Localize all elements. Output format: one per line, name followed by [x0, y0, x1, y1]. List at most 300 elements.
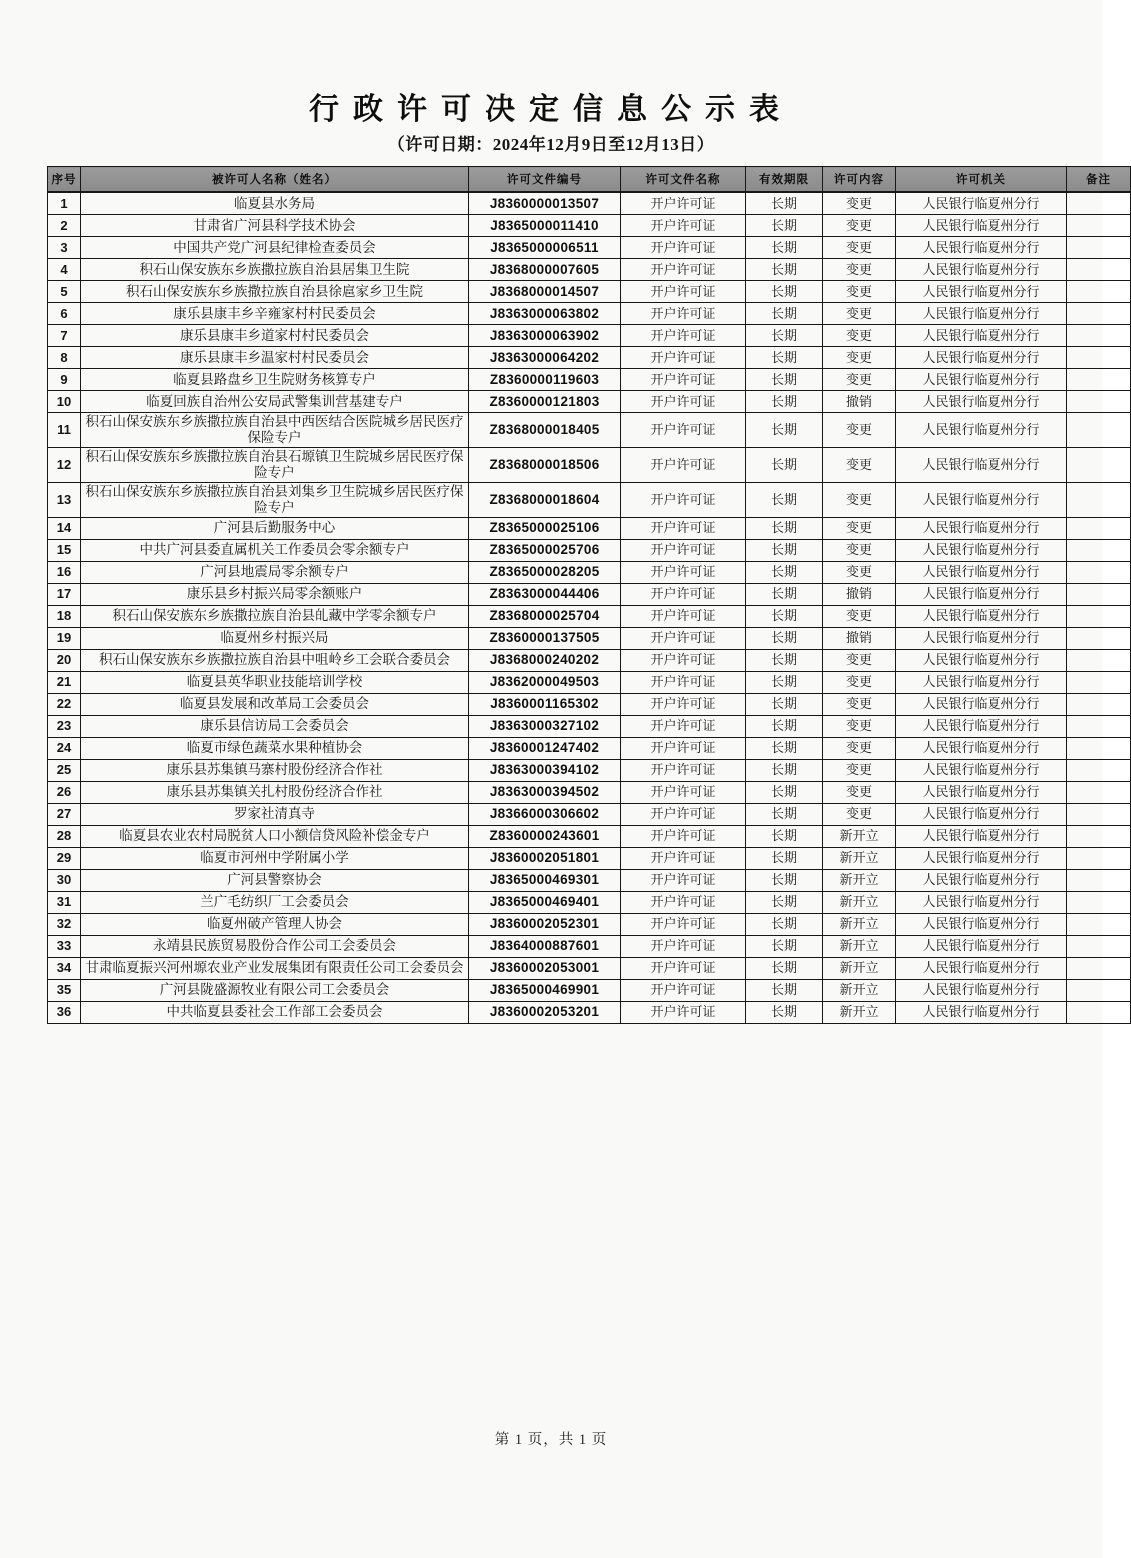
cell-remark: [1067, 693, 1131, 715]
cell-doc_no: Z8368000018604: [469, 482, 621, 517]
table-row: [48, 869, 1131, 891]
cell-no: 30: [48, 869, 81, 891]
table-row: [48, 1001, 1131, 1023]
cell-validity: 长期: [746, 259, 823, 281]
cell-doc_name: 开户许可证: [621, 847, 746, 869]
cell-content: 变更: [823, 215, 896, 237]
cell-name: 临夏县英华职业技能培训学校: [81, 671, 469, 693]
cell-remark: [1067, 605, 1131, 627]
page-title: 行政许可决定信息公示表: [309, 93, 793, 126]
cell-name: 临夏县发展和改革局工会委员会: [81, 693, 469, 715]
cell-doc_name: 开户许可证: [621, 979, 746, 1001]
cell-name: 康乐县乡村振兴局零余额账户: [81, 583, 469, 605]
cell-no: 14: [48, 517, 81, 539]
cell-doc_name: 开户许可证: [621, 303, 746, 325]
cell-validity: 长期: [746, 781, 823, 803]
cell-authority: 人民银行临夏州分行: [896, 715, 1067, 737]
cell-authority: 人民银行临夏州分行: [896, 539, 1067, 561]
cell-name: 临夏州乡村振兴局: [81, 627, 469, 649]
cell-no: 9: [48, 369, 81, 391]
cell-validity: 长期: [746, 847, 823, 869]
cell-validity: 长期: [746, 627, 823, 649]
table-row: [48, 561, 1131, 583]
cell-doc_name: 开户许可证: [621, 192, 746, 215]
cell-remark: [1067, 303, 1131, 325]
cell-no: 18: [48, 605, 81, 627]
cell-authority: 人民银行临夏州分行: [896, 325, 1067, 347]
cell-authority: 人民银行临夏州分行: [896, 413, 1067, 448]
table-row: [48, 693, 1131, 715]
table-row: [48, 891, 1131, 913]
cell-validity: 长期: [746, 517, 823, 539]
cell-authority: 人民银行临夏州分行: [896, 347, 1067, 369]
cell-doc_name: 开户许可证: [621, 215, 746, 237]
cell-validity: 长期: [746, 281, 823, 303]
cell-remark: [1067, 957, 1131, 979]
cell-doc_no: Z8360000243601: [469, 825, 621, 847]
cell-remark: [1067, 391, 1131, 413]
cell-name: 甘肃省广河县科学技术协会: [81, 215, 469, 237]
cell-authority: 人民银行临夏州分行: [896, 627, 1067, 649]
cell-doc_name: 开户许可证: [621, 737, 746, 759]
cell-content: 新开立: [823, 935, 896, 957]
cell-content: 变更: [823, 281, 896, 303]
cell-no: 10: [48, 391, 81, 413]
cell-doc_no: Z8368000025704: [469, 605, 621, 627]
cell-validity: 长期: [746, 369, 823, 391]
cell-doc_name: 开户许可证: [621, 281, 746, 303]
cell-validity: 长期: [746, 935, 823, 957]
cell-validity: 长期: [746, 913, 823, 935]
cell-content: 新开立: [823, 957, 896, 979]
cell-no: 22: [48, 693, 81, 715]
cell-authority: 人民银行临夏州分行: [896, 259, 1067, 281]
cell-doc_name: 开户许可证: [621, 447, 746, 482]
cell-content: 变更: [823, 737, 896, 759]
cell-validity: 长期: [746, 482, 823, 517]
cell-content: 变更: [823, 693, 896, 715]
cell-content: 变更: [823, 605, 896, 627]
cell-validity: 长期: [746, 583, 823, 605]
table-row: [48, 413, 1131, 448]
cell-doc_name: 开户许可证: [621, 869, 746, 891]
page-number: 第 1 页，共 1 页: [494, 1432, 608, 1448]
cell-doc_name: 开户许可证: [621, 759, 746, 781]
cell-content: 变更: [823, 482, 896, 517]
cell-authority: 人民银行临夏州分行: [896, 447, 1067, 482]
cell-remark: [1067, 869, 1131, 891]
cell-doc_no: J8360002053001: [469, 957, 621, 979]
cell-validity: 长期: [746, 869, 823, 891]
cell-remark: [1067, 913, 1131, 935]
cell-authority: 人民银行临夏州分行: [896, 1001, 1067, 1023]
table-row: [48, 303, 1131, 325]
cell-authority: 人民银行临夏州分行: [896, 913, 1067, 935]
cell-doc_no: J8365000006511: [469, 237, 621, 259]
cell-remark: [1067, 325, 1131, 347]
cell-name: 康乐县苏集镇马寨村股份经济合作社: [81, 759, 469, 781]
cell-authority: 人民银行临夏州分行: [896, 693, 1067, 715]
table-row: [48, 347, 1131, 369]
cell-no: 27: [48, 803, 81, 825]
cell-name: 临夏县水务局: [81, 192, 469, 215]
cell-doc_name: 开户许可证: [621, 935, 746, 957]
cell-validity: 长期: [746, 671, 823, 693]
cell-name: 广河县地震局零余额专户: [81, 561, 469, 583]
header-no: 序号: [48, 167, 81, 193]
table-row: [48, 715, 1131, 737]
header-content: 许可内容: [823, 167, 896, 193]
cell-remark: [1067, 891, 1131, 913]
cell-remark: [1067, 759, 1131, 781]
cell-content: 新开立: [823, 847, 896, 869]
cell-validity: 长期: [746, 605, 823, 627]
table-row: [48, 649, 1131, 671]
cell-doc_no: J8360002053201: [469, 1001, 621, 1023]
cell-content: 变更: [823, 347, 896, 369]
cell-name: 广河县后勤服务中心: [81, 517, 469, 539]
cell-authority: 人民银行临夏州分行: [896, 891, 1067, 913]
cell-doc_name: 开户许可证: [621, 957, 746, 979]
cell-no: 19: [48, 627, 81, 649]
cell-content: 变更: [823, 517, 896, 539]
cell-no: 16: [48, 561, 81, 583]
cell-name: 积石山保安族东乡族撒拉族自治县中咀岭乡工会联合委员会: [81, 649, 469, 671]
table-row: [48, 237, 1131, 259]
cell-authority: 人民银行临夏州分行: [896, 605, 1067, 627]
table-row: [48, 325, 1131, 347]
cell-no: 29: [48, 847, 81, 869]
cell-name: 积石山保安族东乡族撒拉族自治县石塬镇卫生院城乡居民医疗保险专户: [81, 447, 469, 482]
cell-no: 5: [48, 281, 81, 303]
page-subtitle: （许可日期：2024年12月9日至12月13日）: [387, 135, 715, 154]
cell-authority: 人民银行临夏州分行: [896, 979, 1067, 1001]
cell-remark: [1067, 259, 1131, 281]
cell-name: 临夏州破产管理人协会: [81, 913, 469, 935]
cell-validity: 长期: [746, 737, 823, 759]
cell-name: 康乐县康丰乡道家村村民委员会: [81, 325, 469, 347]
cell-doc_name: 开户许可证: [621, 891, 746, 913]
cell-remark: [1067, 935, 1131, 957]
table-row: [48, 539, 1131, 561]
header-doc_name: 许可文件名称: [621, 167, 746, 193]
cell-remark: [1067, 413, 1131, 448]
table-row: [48, 935, 1131, 957]
cell-no: 13: [48, 482, 81, 517]
cell-doc_no: J8360001165302: [469, 693, 621, 715]
cell-authority: 人民银行临夏州分行: [896, 517, 1067, 539]
cell-authority: 人民银行临夏州分行: [896, 281, 1067, 303]
cell-doc_no: J8368000014507: [469, 281, 621, 303]
cell-name: 临夏县农业农村局脱贫人口小额信贷风险补偿金专户: [81, 825, 469, 847]
cell-doc_name: 开户许可证: [621, 693, 746, 715]
cell-name: 中国共产党广河县纪律检查委员会: [81, 237, 469, 259]
cell-authority: 人民银行临夏州分行: [896, 482, 1067, 517]
cell-validity: 长期: [746, 803, 823, 825]
cell-content: 新开立: [823, 1001, 896, 1023]
cell-remark: [1067, 561, 1131, 583]
cell-name: 临夏回族自治州公安局武警集训营基建专户: [81, 391, 469, 413]
cell-doc_no: Z8365000025106: [469, 517, 621, 539]
cell-content: 变更: [823, 561, 896, 583]
cell-doc_name: 开户许可证: [621, 825, 746, 847]
cell-validity: 长期: [746, 561, 823, 583]
cell-remark: [1067, 281, 1131, 303]
cell-remark: [1067, 671, 1131, 693]
cell-no: 17: [48, 583, 81, 605]
cell-validity: 长期: [746, 1001, 823, 1023]
cell-doc_no: J8365000469901: [469, 979, 621, 1001]
cell-doc_name: 开户许可证: [621, 671, 746, 693]
cell-doc_name: 开户许可证: [621, 1001, 746, 1023]
cell-remark: [1067, 715, 1131, 737]
cell-no: 20: [48, 649, 81, 671]
header-doc_no: 许可文件编号: [469, 167, 621, 193]
cell-no: 21: [48, 671, 81, 693]
cell-no: 1: [48, 192, 81, 215]
cell-authority: 人民银行临夏州分行: [896, 957, 1067, 979]
cell-authority: 人民银行临夏州分行: [896, 303, 1067, 325]
cell-doc_no: Z8363000044406: [469, 583, 621, 605]
cell-authority: 人民银行临夏州分行: [896, 391, 1067, 413]
cell-validity: 长期: [746, 413, 823, 448]
cell-no: 25: [48, 759, 81, 781]
cell-validity: 长期: [746, 715, 823, 737]
table-row: [48, 583, 1131, 605]
table-row: [48, 825, 1131, 847]
cell-no: 2: [48, 215, 81, 237]
cell-content: 变更: [823, 259, 896, 281]
cell-remark: [1067, 737, 1131, 759]
table-row: [48, 517, 1131, 539]
table-row: [48, 803, 1131, 825]
cell-validity: 长期: [746, 237, 823, 259]
cell-no: 15: [48, 539, 81, 561]
cell-doc_name: 开户许可证: [621, 605, 746, 627]
cell-validity: 长期: [746, 325, 823, 347]
cell-doc_no: J8363000394102: [469, 759, 621, 781]
cell-doc_no: J8360002052301: [469, 913, 621, 935]
cell-content: 变更: [823, 447, 896, 482]
cell-no: 24: [48, 737, 81, 759]
cell-validity: 长期: [746, 447, 823, 482]
cell-content: 变更: [823, 369, 896, 391]
table-row: [48, 957, 1131, 979]
cell-authority: 人民银行临夏州分行: [896, 737, 1067, 759]
cell-doc_name: 开户许可证: [621, 913, 746, 935]
cell-name: 康乐县康丰乡辛雍家村村民委员会: [81, 303, 469, 325]
cell-no: 28: [48, 825, 81, 847]
cell-name: 临夏市绿色蔬菜水果种植协会: [81, 737, 469, 759]
table-row: [48, 369, 1131, 391]
cell-doc_no: J8364000887601: [469, 935, 621, 957]
cell-remark: [1067, 447, 1131, 482]
cell-validity: 长期: [746, 215, 823, 237]
header-remark: 备注: [1067, 167, 1131, 193]
cell-name: 甘肃临夏振兴河州塬农业产业发展集团有限责任公司工会委员会: [81, 957, 469, 979]
cell-content: 变更: [823, 192, 896, 215]
cell-doc_name: 开户许可证: [621, 803, 746, 825]
table-row: [48, 391, 1131, 413]
cell-authority: 人民银行临夏州分行: [896, 803, 1067, 825]
cell-doc_name: 开户许可证: [621, 517, 746, 539]
cell-content: 变更: [823, 671, 896, 693]
cell-content: 新开立: [823, 825, 896, 847]
cell-authority: 人民银行临夏州分行: [896, 369, 1067, 391]
cell-content: 变更: [823, 803, 896, 825]
cell-validity: 长期: [746, 957, 823, 979]
cell-no: 34: [48, 957, 81, 979]
cell-doc_no: J8363000064202: [469, 347, 621, 369]
cell-authority: 人民银行临夏州分行: [896, 825, 1067, 847]
cell-doc_name: 开户许可证: [621, 325, 746, 347]
cell-doc_no: J8365000011410: [469, 215, 621, 237]
cell-remark: [1067, 369, 1131, 391]
header-name: 被许可人名称（姓名）: [81, 167, 469, 193]
cell-authority: 人民银行临夏州分行: [896, 671, 1067, 693]
cell-doc_no: J8365000469301: [469, 869, 621, 891]
cell-content: 新开立: [823, 913, 896, 935]
cell-doc_name: 开户许可证: [621, 347, 746, 369]
cell-remark: [1067, 979, 1131, 1001]
cell-name: 康乐县苏集镇关扎村股份经济合作社: [81, 781, 469, 803]
cell-doc_no: Z8365000025706: [469, 539, 621, 561]
cell-no: 32: [48, 913, 81, 935]
cell-validity: 长期: [746, 979, 823, 1001]
cell-name: 康乐县康丰乡温家村村民委员会: [81, 347, 469, 369]
cell-authority: 人民银行临夏州分行: [896, 561, 1067, 583]
cell-no: 12: [48, 447, 81, 482]
cell-doc_name: 开户许可证: [621, 539, 746, 561]
cell-doc_name: 开户许可证: [621, 715, 746, 737]
header-validity: 有效期限: [746, 167, 823, 193]
cell-no: 11: [48, 413, 81, 448]
cell-no: 4: [48, 259, 81, 281]
cell-name: 积石山保安族东乡族撒拉族自治县居集卫生院: [81, 259, 469, 281]
table-row: [48, 215, 1131, 237]
cell-name: 永靖县民族贸易股份合作公司工会委员会: [81, 935, 469, 957]
cell-doc_name: 开户许可证: [621, 369, 746, 391]
cell-no: 31: [48, 891, 81, 913]
cell-doc_no: J8365000469401: [469, 891, 621, 913]
cell-doc_name: 开户许可证: [621, 259, 746, 281]
cell-authority: 人民银行临夏州分行: [896, 215, 1067, 237]
cell-authority: 人民银行临夏州分行: [896, 869, 1067, 891]
cell-no: 23: [48, 715, 81, 737]
cell-name: 罗家社清真寺: [81, 803, 469, 825]
cell-content: 变更: [823, 715, 896, 737]
cell-content: 变更: [823, 325, 896, 347]
cell-no: 6: [48, 303, 81, 325]
cell-content: 撤销: [823, 391, 896, 413]
cell-no: 3: [48, 237, 81, 259]
cell-content: 变更: [823, 781, 896, 803]
cell-remark: [1067, 627, 1131, 649]
cell-validity: 长期: [746, 825, 823, 847]
cell-content: 新开立: [823, 869, 896, 891]
cell-remark: [1067, 803, 1131, 825]
cell-name: 中共临夏县委社会工作部工会委员会: [81, 1001, 469, 1023]
cell-validity: 长期: [746, 759, 823, 781]
cell-name: 积石山保安族东乡族撒拉族自治县中西医结合医院城乡居民医疗保险专户: [81, 413, 469, 448]
cell-doc_name: 开户许可证: [621, 413, 746, 448]
cell-authority: 人民银行临夏州分行: [896, 192, 1067, 215]
table-row: [48, 671, 1131, 693]
cell-validity: 长期: [746, 693, 823, 715]
cell-doc_no: J8368000007605: [469, 259, 621, 281]
cell-remark: [1067, 482, 1131, 517]
cell-doc_no: J8363000063802: [469, 303, 621, 325]
cell-validity: 长期: [746, 391, 823, 413]
cell-doc_no: J8360001247402: [469, 737, 621, 759]
cell-name: 临夏市河州中学附属小学: [81, 847, 469, 869]
cell-remark: [1067, 237, 1131, 259]
cell-doc_no: J8362000049503: [469, 671, 621, 693]
cell-remark: [1067, 781, 1131, 803]
cell-doc_name: 开户许可证: [621, 781, 746, 803]
table-row: [48, 605, 1131, 627]
cell-authority: 人民银行临夏州分行: [896, 237, 1067, 259]
cell-authority: 人民银行临夏州分行: [896, 781, 1067, 803]
cell-validity: 长期: [746, 539, 823, 561]
table-body: [48, 192, 1131, 1023]
table-row: [48, 447, 1131, 482]
cell-doc_name: 开户许可证: [621, 482, 746, 517]
cell-name: 康乐县信访局工会委员会: [81, 715, 469, 737]
cell-doc_no: J8363000063902: [469, 325, 621, 347]
cell-content: 变更: [823, 649, 896, 671]
license-table: [47, 166, 1131, 1024]
cell-remark: [1067, 825, 1131, 847]
cell-authority: 人民银行临夏州分行: [896, 583, 1067, 605]
cell-remark: [1067, 517, 1131, 539]
cell-authority: 人民银行临夏州分行: [896, 847, 1067, 869]
cell-doc_name: 开户许可证: [621, 391, 746, 413]
cell-name: 广河县陇盛源牧业有限公司工会委员会: [81, 979, 469, 1001]
cell-doc_no: Z8360000121803: [469, 391, 621, 413]
cell-name: 兰广毛纺织厂工会委员会: [81, 891, 469, 913]
cell-doc_no: J8368000240202: [469, 649, 621, 671]
cell-content: 新开立: [823, 979, 896, 1001]
cell-name: 积石山保安族东乡族撒拉族自治县刘集乡卫生院城乡居民医疗保险专户: [81, 482, 469, 517]
cell-remark: [1067, 649, 1131, 671]
cell-name: 积石山保安族东乡族撒拉族自治县徐扈家乡卫生院: [81, 281, 469, 303]
cell-doc_no: J8363000327102: [469, 715, 621, 737]
cell-doc_name: 开户许可证: [621, 627, 746, 649]
cell-content: 变更: [823, 539, 896, 561]
cell-remark: [1067, 583, 1131, 605]
cell-remark: [1067, 1001, 1131, 1023]
cell-name: 中共广河县委直属机关工作委员会零余额专户: [81, 539, 469, 561]
cell-doc_no: J8363000394502: [469, 781, 621, 803]
cell-authority: 人民银行临夏州分行: [896, 935, 1067, 957]
cell-name: 广河县警察协会: [81, 869, 469, 891]
table-row: [48, 627, 1131, 649]
cell-remark: [1067, 215, 1131, 237]
table-row: [48, 847, 1131, 869]
cell-no: 26: [48, 781, 81, 803]
table-row: [48, 913, 1131, 935]
cell-validity: 长期: [746, 891, 823, 913]
cell-validity: 长期: [746, 347, 823, 369]
cell-no: 7: [48, 325, 81, 347]
table-header-row: [48, 167, 1131, 193]
cell-doc_no: Z8360000119603: [469, 369, 621, 391]
cell-content: 新开立: [823, 891, 896, 913]
cell-doc_no: J8360000013507: [469, 192, 621, 215]
cell-content: 变更: [823, 759, 896, 781]
table-row: [48, 781, 1131, 803]
